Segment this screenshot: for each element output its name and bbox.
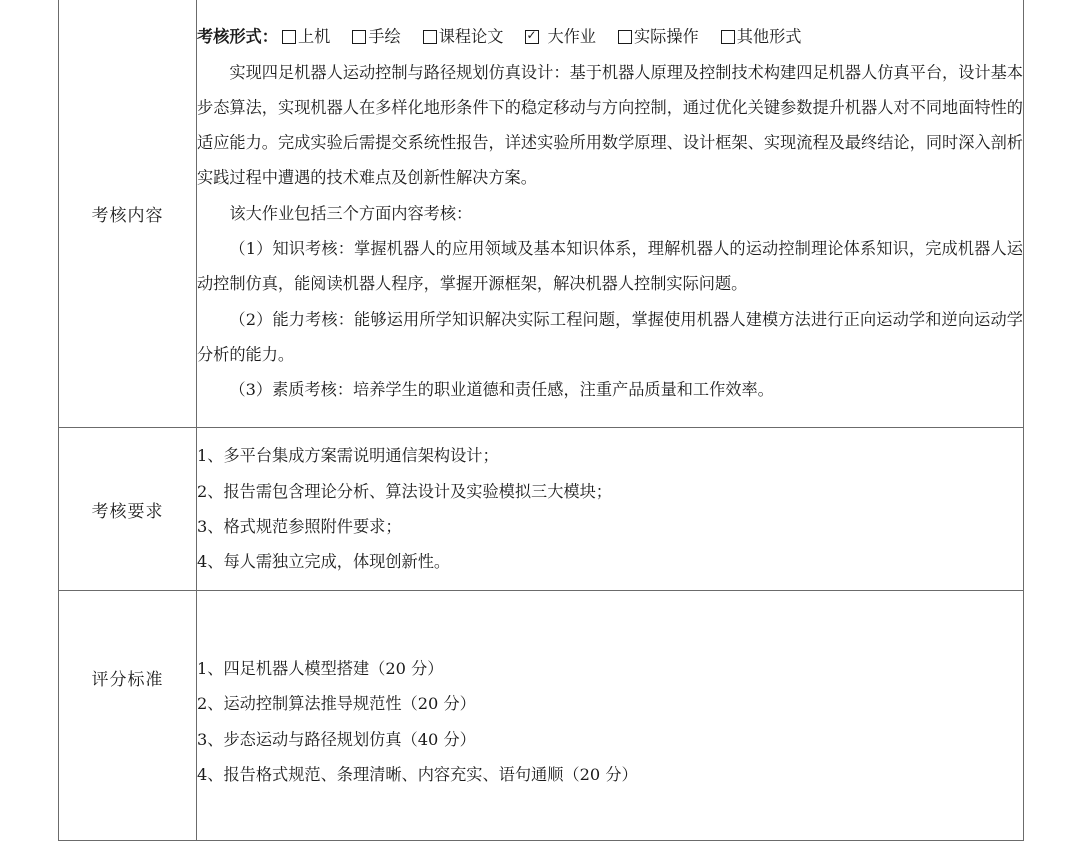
assessment-requirements-cell bbox=[197, 428, 1024, 591]
form-option-hand-drawing[interactable] bbox=[352, 19, 400, 55]
form-option-major-assignment[interactable] bbox=[525, 19, 596, 55]
checkbox-major-assignment[interactable] bbox=[525, 30, 539, 44]
checkbox-practical-operation[interactable] bbox=[618, 30, 632, 44]
aspect-knowledge: （1）知识考核：掌握机器人的应用领域及基本知识体系，理解机器人的运动控制理论体系知识，完成机器人运动控制仿真，能阅读机器人程序，掌握开源框架，解决机器人控制实际问题。 bbox=[197, 239, 1023, 294]
assessment-table bbox=[58, 0, 1024, 841]
grading-criteria-label: 评分标准 bbox=[59, 591, 197, 841]
form-option-computer[interactable] bbox=[282, 19, 330, 55]
criteria-item: 4、报告格式规范、条理清晰、内容充实、语句通顺（20 分） bbox=[197, 764, 638, 784]
assessment-form-sheet bbox=[58, 0, 1024, 784]
grading-criteria-cell bbox=[197, 591, 1024, 841]
summary-paragraph: 该大作业包括三个方面内容考核： bbox=[229, 203, 473, 223]
assessment-content-row bbox=[59, 0, 1024, 428]
form-option-major-assignment-label: 大作业 bbox=[547, 26, 596, 46]
form-option-hand-drawing-label: 手绘 bbox=[368, 26, 401, 46]
form-option-course-paper[interactable] bbox=[423, 19, 504, 55]
assessment-requirements-row bbox=[59, 428, 1024, 591]
assessment-form-title: 考核形式： bbox=[197, 26, 278, 46]
aspect-ability: （2）能力考核：能够运用所学知识解决实际工程问题，掌握使用机器人建模方法进行正向运动学和逆向运动学分析的能力。 bbox=[197, 309, 1023, 364]
requirement-item: 1、多平台集成方案需说明通信架构设计； bbox=[197, 446, 499, 466]
requirement-item: 2、报告需包含理论分析、算法设计及实验模拟三大模块； bbox=[197, 481, 612, 501]
checkbox-computer[interactable] bbox=[282, 30, 296, 44]
requirement-item: 3、格式规范参照附件要求； bbox=[197, 517, 402, 536]
requirement-item: 4、每人需独立完成，体现创新性。 bbox=[197, 552, 451, 572]
checkbox-hand-drawing[interactable] bbox=[352, 30, 366, 44]
criteria-item: 3、步态运动与路径规划仿真（40 分） bbox=[197, 729, 476, 749]
checkbox-other[interactable] bbox=[721, 30, 735, 44]
checkbox-course-paper[interactable] bbox=[423, 30, 437, 44]
assessment-content-label: 考核内容 bbox=[59, 0, 197, 428]
form-option-course-paper-label: 课程论文 bbox=[438, 26, 504, 46]
criteria-item: 2、运动控制算法推导规范性（20 分） bbox=[197, 694, 476, 714]
form-option-other-label: 其他形式 bbox=[736, 26, 802, 46]
grading-criteria-row bbox=[59, 591, 1024, 841]
assessment-form-line bbox=[197, 19, 1023, 55]
criteria-item: 1、四足机器人模型搭建（20 分） bbox=[197, 658, 444, 678]
form-option-practical-operation[interactable] bbox=[618, 19, 699, 55]
form-option-practical-operation-label: 实际操作 bbox=[634, 26, 699, 46]
assessment-requirements-label: 考核要求 bbox=[59, 428, 197, 591]
aspect-quality: （3）素质考核：培养学生的职业道德和责任感，注重产品质量和工作效率。 bbox=[229, 380, 774, 400]
assessment-content-cell bbox=[197, 0, 1024, 428]
intro-paragraph: 实现四足机器人运动控制与路径规划仿真设计：基于机器人原理及控制技术构建四足机器人仿真平台，设计基本步态算法，实现机器人在多样化地形条件下的稳定移动与方向控制，通过优化关键参数提升机器人对不同地面特性的适应能力。完成实验后需提交系统性报告，详述实验所用数学原理、设计框架、实现流程及最终结论，同时深入剖析实践过程中遭遇的技术难点及创新性解决方案。 bbox=[197, 62, 1023, 188]
form-option-other[interactable] bbox=[721, 19, 802, 55]
form-option-computer-label: 上机 bbox=[297, 26, 331, 46]
